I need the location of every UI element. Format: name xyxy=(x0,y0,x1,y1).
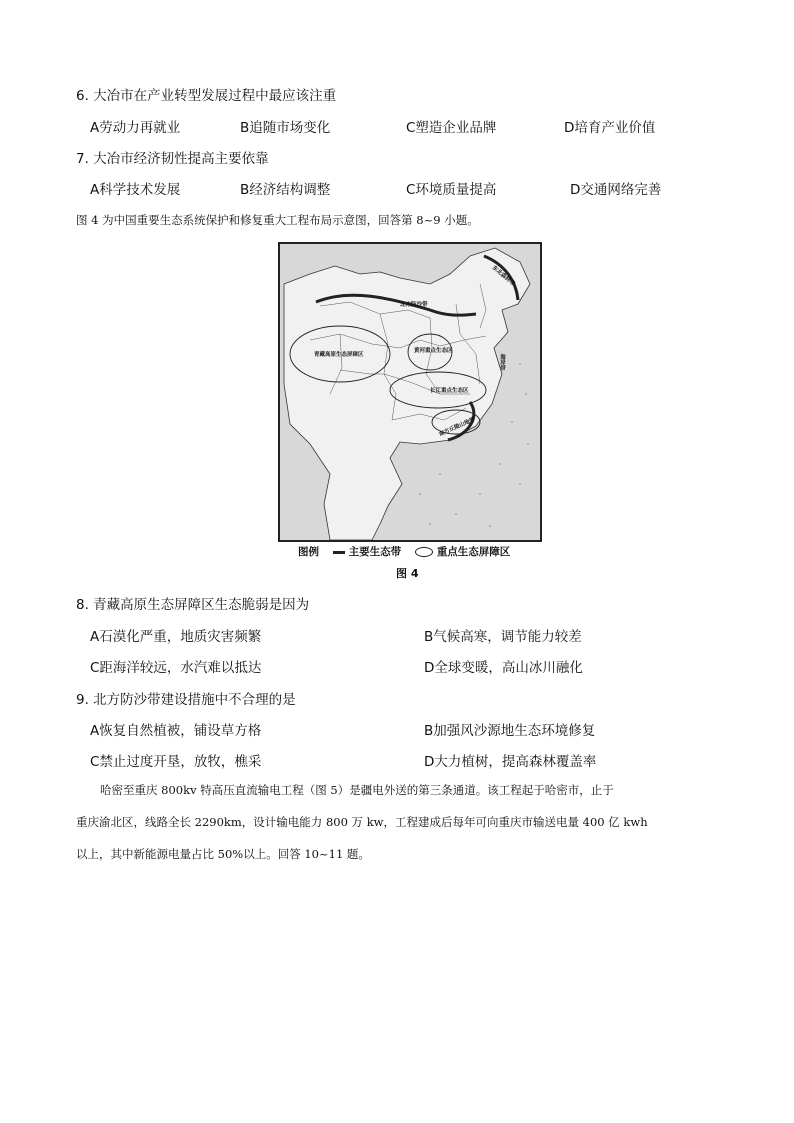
label-south-hills: 南方丘陵山地带 xyxy=(438,416,476,438)
label-northeast-belt: 东北森林带 xyxy=(490,264,516,288)
q8-option-b: B气候高寒，调节能力较差 xyxy=(424,629,582,645)
legend-zone-label: 重点生态屏障区 xyxy=(436,546,511,558)
china-ecological-map xyxy=(280,244,540,540)
q7-stem: 7. 大冶市经济韧性提高主要依靠 xyxy=(76,151,269,167)
passage-line-3: 以上，其中新能源电量占比 50%以上。回答 10~11 题。 xyxy=(76,847,370,861)
legend-belt-symbol xyxy=(333,551,345,554)
q9-option-a: A恢复自然植被，铺设草方格 xyxy=(90,723,262,739)
legend-belt-label: 主要生态带 xyxy=(348,546,402,558)
q7-option-b: B经济结构调整 xyxy=(240,182,331,198)
passage-line-1: 哈密至重庆 800kv 特高压直流输电工程（图 5）是疆电外送的第三条通道。该工程起于哈密市，止于 xyxy=(100,783,614,797)
passage-q10-11 xyxy=(76,774,720,870)
q6-option-c: C塑造企业品牌 xyxy=(406,120,497,136)
label-qinghai-tibet: 青藏高原生态屏障区 xyxy=(314,352,364,358)
legend-title: 图例 xyxy=(298,546,319,558)
figure-4-map xyxy=(278,242,542,542)
q8-option-d: D全球变暖，高山冰川融化 xyxy=(424,660,583,676)
q6-option-d: D培育产业价值 xyxy=(564,120,656,136)
q9-option-c: C禁止过度开垦，放牧，樵采 xyxy=(90,754,262,770)
q7-option-c: C环境质量提高 xyxy=(406,182,497,198)
figure-caption: 图 4 xyxy=(396,567,419,580)
q7-option-d: D交通网络完善 xyxy=(570,182,662,198)
q8-option-c: C距海洋较远，水汽难以抵达 xyxy=(90,660,262,676)
passage-line-2: 重庆渝北区，线路全长 2290km，设计输电能力 800 万 kw，工程建成后每年可向重庆市输送电量 400 亿 kwh xyxy=(76,815,648,829)
q9-option-d: D大力植树，提高森林覆盖率 xyxy=(424,754,597,770)
map-legend xyxy=(298,544,510,559)
q6-option-b: B追随市场变化 xyxy=(240,120,331,136)
q8-option-a: A石漠化严重，地质灾害频繁 xyxy=(90,629,262,645)
legend-zone-symbol xyxy=(415,547,433,557)
label-yellow-river: 黄河重点生态区 xyxy=(414,348,453,354)
q6-option-a: A劳动力再就业 xyxy=(90,120,181,136)
q6-stem: 6. 大冶市在产业转型发展过程中最应该注重 xyxy=(76,88,337,104)
q7-option-a: A科学技术发展 xyxy=(90,182,181,198)
q9-option-b: B加强风沙源地生态环境修复 xyxy=(424,723,596,739)
landmass xyxy=(284,248,530,540)
figure-intro: 图 4 为中国重要生态系统保护和修复重大工程布局示意图，回答第 8~9 小题。 xyxy=(76,213,479,227)
q8-stem: 8. 青藏高原生态屏障区生态脆弱是因为 xyxy=(76,597,310,613)
label-yangtze-river: 长江重点生态区 xyxy=(430,388,469,394)
label-north-belt: 北方防沙带 xyxy=(400,302,428,308)
q9-stem: 9. 北方防沙带建设措施中不合理的是 xyxy=(76,692,296,708)
label-sea-area: 海岸带 xyxy=(499,354,505,371)
